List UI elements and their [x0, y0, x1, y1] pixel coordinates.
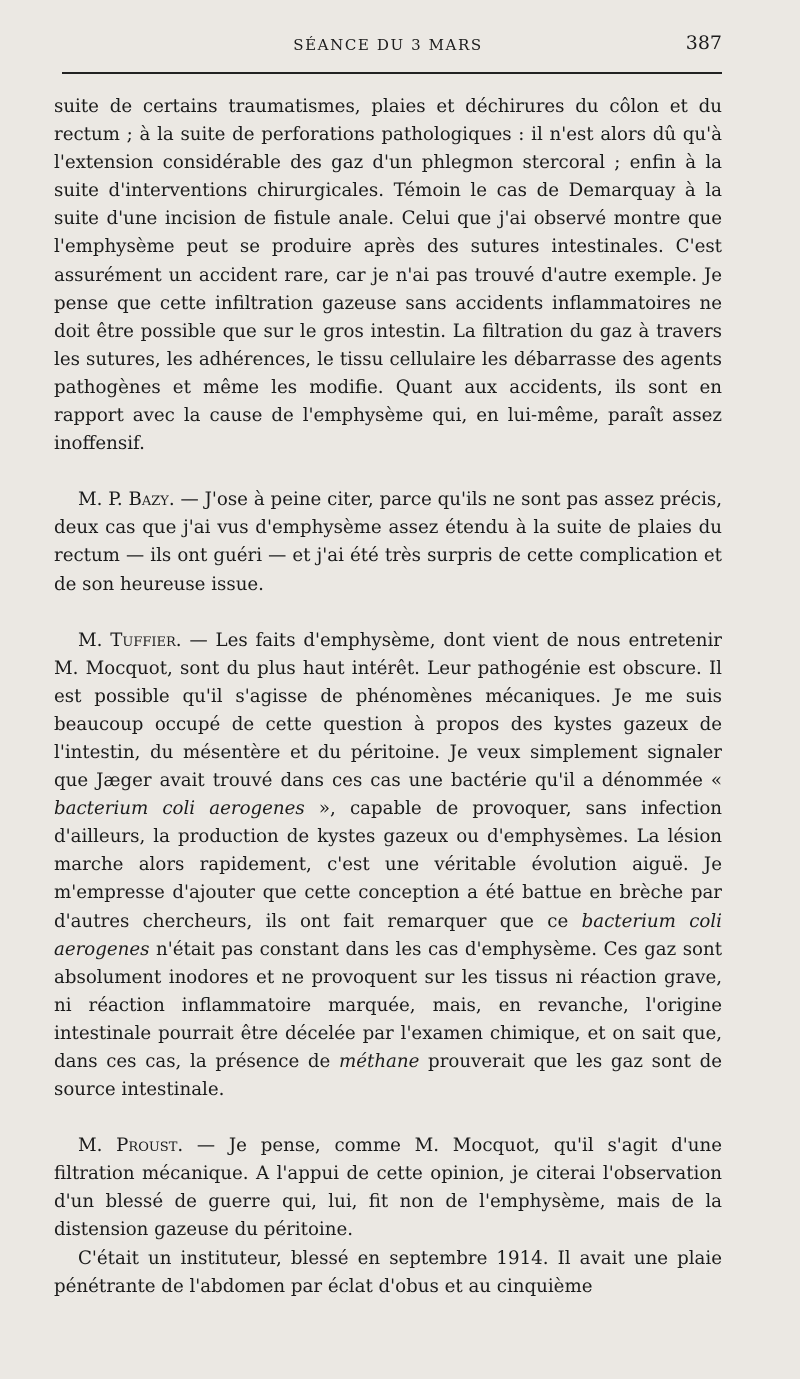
- paragraph-text: prouverait que les gaz sont de source intestinale.: [54, 1051, 723, 1101]
- paragraph-text: n'était pas constant dans les cas d'emphysème. Ces gaz sont absolument inodores et ne provoquent sur les tissus ni réaction grave, ni réaction inflammatoire marquée, mais, en revanche, l'origine intestinale pourrait être décelée par l'examen chimique, et on sait que, dans ces cas, la présence de: [54, 938, 722, 1072]
- paragraph-bazy: [54, 486, 722, 598]
- italic-term: bacterium coli aerogenes: [54, 798, 305, 820]
- paragraph-text: — Les faits d'emphysème, dont vient de nous entretenir M. Mocquot, sont du plus haut intérêt. Leur pathogénie est obscure. Il est possible qu'il s'agisse de phénomènes mécaniques. Je me suis beaucoup occupé de cette question à propos des kystes gazeux de l'intestin, du mésentère et du péritoine. Je veux simplement signaler que Jæger avait trouvé dans ces cas une bactérie qu'il a dénommée «: [54, 629, 722, 792]
- paragraph-continuation: suite de certains traumatismes, plaies et déchirures du côlon et du rectum ; à la suite de perforations pathologiques : il n'est alors dû qu'à l'extension considérable des gaz d'un phlegmon stercoral ; enfin à la suite d'interventions chirurgicales. Témoin le cas de Demarquay à la suite d'une incision de fistule anale. Celui que j'ai observé montre que l'emphysème peut se produire après des sutures intestinales. C'est assurément un accident rare, car je n'ai pas trouvé d'autre exemple. Je pense que cette infiltration gazeuse sans accidents inflammatoires ne doit être possible que sur le gros intestin. La filtration du gaz à travers les sutures, les adhérences, le tissu cellulaire les débarrasse des agents pathogènes et même les modifie. Quant aux accidents, ils sont en rapport avec la cause de l'emphysème qui, en lui-même, paraît assez inoffensif.: [54, 96, 722, 455]
- running-title: SÉANCE DU 3 MARS: [293, 36, 483, 54]
- speaker-name: M. P. Bazy.: [78, 489, 175, 511]
- italic-term: méthane: [339, 1051, 420, 1072]
- page-header: [54, 32, 722, 60]
- speaker-name: M. Tuffier.: [78, 629, 182, 651]
- page-number: 387: [685, 32, 722, 54]
- speaker-name: M. Proust.: [78, 1135, 184, 1157]
- paragraph-text: », capable de provoquer, sans infection d'ailleurs, la production de kystes gazeux ou d'emphysèmes. La lésion marche alors rapidement, c'est une véritable évolution aiguë. Je m'empresse d'ajouter que cette conception a été battue en brèche par d'autres chercheurs, ils ont fait remarquer que ce: [54, 798, 722, 932]
- body-text: [54, 93, 722, 1301]
- paragraph-proust: [54, 1132, 722, 1244]
- paragraph-case: C'était un instituteur, blessé en septembre 1914. Il avait une plaie pénétrante de l'abdomen par éclat d'obus et au cinquième: [54, 1247, 722, 1297]
- paragraph-text: — Je pense, comme M. Mocquot, qu'il s'agit d'une filtration mécanique. A l'appui de cette opinion, je citerai l'observation d'un blessé de guerre qui, lui, fit non de l'emphysème, mais de la distension gazeuse du péritoine.: [54, 1135, 722, 1241]
- paragraph-tuffier: [54, 627, 722, 1105]
- italic-term: bacterium coli aerogenes: [54, 910, 723, 960]
- paragraph-text: — J'ose à peine citer, parce qu'ils ne sont pas assez précis, deux cas que j'ai vus d'emphysème assez étendu à la suite de plaies du rectum — ils ont guéri — et j'ai été très surpris de cette complication et de son heureuse issue.: [54, 489, 722, 595]
- header-rule: [62, 72, 722, 74]
